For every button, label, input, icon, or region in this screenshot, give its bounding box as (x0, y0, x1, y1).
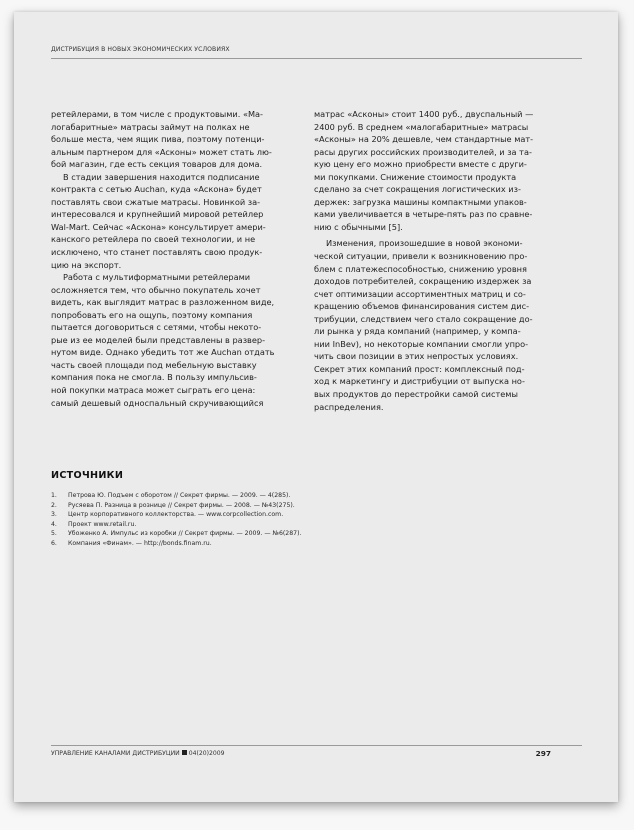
text-line: Работа с мультиформатными ретейлерами (63, 272, 251, 283)
text-line: бой магазин, где есть секция товаров для дома. (51, 159, 263, 170)
source-number: 6. (51, 539, 57, 547)
text-line: Изменения, произошедшие в новой экономи- (326, 238, 523, 249)
source-number: 1. (51, 492, 57, 499)
header-divider (51, 58, 582, 59)
text-line: кую цену его можно приобрести вместе с други- (314, 159, 527, 170)
source-text: Проект www.retail.ru. (68, 520, 137, 528)
text-line: расы других российских производителей, и за та- (314, 146, 532, 157)
text-line: ли рынка у ряда компаний (например, у компа- (314, 326, 521, 337)
text-line: исключено, что станет поставлять свою продук- (51, 247, 263, 258)
left-column (51, 108, 291, 409)
text-line: ками увеличивается в четыре-пять раз по сравне- (314, 209, 533, 220)
text-line: альным партнером для «Асконы» может стать лю- (51, 146, 272, 157)
text-line: кращению объемов финансирования систем дис- (314, 301, 530, 312)
text-line: пытается договориться с сетями, чтобы некото- (51, 322, 262, 333)
source-item (51, 510, 301, 520)
sources-heading: ИСТОЧНИКИ (51, 470, 124, 481)
text-line: поставлять свои сжатые матрасы. Новинкой за- (51, 196, 261, 207)
source-item (51, 491, 301, 501)
source-number: 3. (51, 511, 57, 519)
source-text: Центр корпоративного коллекторства. — www.corpcollection.com. (68, 511, 284, 519)
source-text: Русяева П. Разница в рознице // Секрет фирмы. — 2008. — №43(275). (68, 501, 295, 509)
journal-title: УПРАВЛЕНИЕ КАНАЛАМИ ДИСТРИБУЦИИ (51, 750, 180, 757)
text-line: доходов потребителей, сокращению издержек за (314, 276, 532, 287)
text-line: сделано за счет сокращения логистических из- (314, 184, 521, 195)
source-item (51, 539, 301, 549)
text-line: вых продуктов до перестройки самой системы (314, 389, 518, 400)
text-line: нию с обычными [5]. (314, 221, 403, 232)
text-line: ческой ситуации, привели к возникновению про- (314, 251, 528, 262)
source-item (51, 501, 301, 511)
text-line: ной покупки матраса может сыграть его цена: (51, 385, 256, 396)
text-line: 2400 руб. В среднем «малогабаритные» матрасы (314, 121, 529, 132)
source-text: Убоженко А. Импульс из коробки // Секрет фирмы. — 2009. — №6(287). (68, 530, 302, 538)
page-number: 297 (535, 749, 551, 758)
text-line: распределения. (314, 401, 384, 412)
paragraph (51, 171, 291, 271)
text-line: ход к маркетингу и дистрибуции от выпуска но- (314, 376, 525, 387)
text-line: видеть, как выглядит матрас в разложенном виде, (51, 297, 275, 308)
text-line: контракта с сетью Auchan, куда «Аскона» будет (51, 184, 262, 195)
sources-list (51, 491, 301, 549)
text-line: логабаритные» матрасы займут на полках не (51, 121, 250, 132)
text-line: осложняется тем, что обычно покупатель хочет (51, 284, 261, 295)
text-line: рые из ее моделей были представлены в развер- (51, 334, 266, 345)
text-line: ретейлерами, в том числе с продуктовыми. «Ма- (51, 109, 263, 119)
paragraph (314, 237, 546, 413)
text-line: интересовался и крупнейший мировой ретейлер (51, 209, 264, 220)
source-number: 2. (51, 501, 57, 509)
text-line: попробовать его на ощупь, поэтому компания (51, 309, 253, 320)
text-line: часть своей площади под мебельную выставку (51, 359, 257, 370)
text-line: нутом виде. Однако убедить тот же Auchan отдать (51, 347, 275, 358)
document-page (14, 12, 618, 802)
text-line: канского ретейлера по своей технологии, и не (51, 234, 256, 245)
running-header: ДИСТРИБУЦИЯ В НОВЫХ ЭКОНОМИЧЕСКИХ УСЛОВИЯХ (51, 46, 230, 53)
paragraph (51, 271, 291, 409)
page-content (14, 12, 618, 802)
text-line: счет оптимизации ассортиментных матриц и со- (314, 288, 526, 299)
journal-issue: 04(20)2009 (188, 750, 225, 757)
paragraph (314, 108, 546, 233)
square-bullet-icon (182, 750, 187, 755)
source-number: 5. (51, 530, 57, 538)
text-line: ми покупками. Снижение стоимости продукта (314, 171, 517, 182)
text-line: компания пока не смогла. В пользу импульсив- (51, 372, 257, 383)
source-item (51, 520, 301, 530)
text-line: чить свои позиции в этих непростых условиях. (314, 351, 519, 362)
text-line: трибуции, следствием чего стало сокращение до- (314, 313, 533, 324)
text-line: больше места, чем ящик пива, поэтому потенци- (51, 134, 265, 145)
text-line: цию на экспорт. (51, 259, 122, 270)
text-line: Wal-Mart. Сейчас «Аскона» консультирует амери- (51, 221, 266, 232)
text-line: блем с платежеспособностью, снижению уровня (314, 263, 527, 274)
text-line: нии InBev), но некоторые компании смогли упро- (314, 338, 529, 349)
paragraph (51, 108, 291, 171)
source-text: Компания «Финам». — http://bonds.finam.ru. (68, 539, 212, 547)
journal-footer (51, 750, 224, 757)
right-column (314, 108, 546, 413)
text-line: Секрет этих компаний прост: комплексный под- (314, 363, 525, 374)
text-line: матрас «Асконы» стоит 1400 руб., двуспальный — (314, 109, 534, 119)
text-line: «Асконы» на 20% дешевле, чем стандартные мат- (314, 134, 534, 145)
text-line: В стадии завершения находится подписание (63, 171, 260, 182)
text-line: самый дешевый односпальный скручивающийся (51, 397, 264, 408)
text-line: держек: загрузка машины компактными упаков- (314, 196, 527, 207)
footer-divider (51, 745, 582, 746)
source-text: Петрова Ю. Подъем с оборотом // Секрет фирмы. — 2009. — 4(285). (68, 492, 291, 499)
source-number: 4. (51, 520, 57, 528)
source-item (51, 529, 301, 539)
